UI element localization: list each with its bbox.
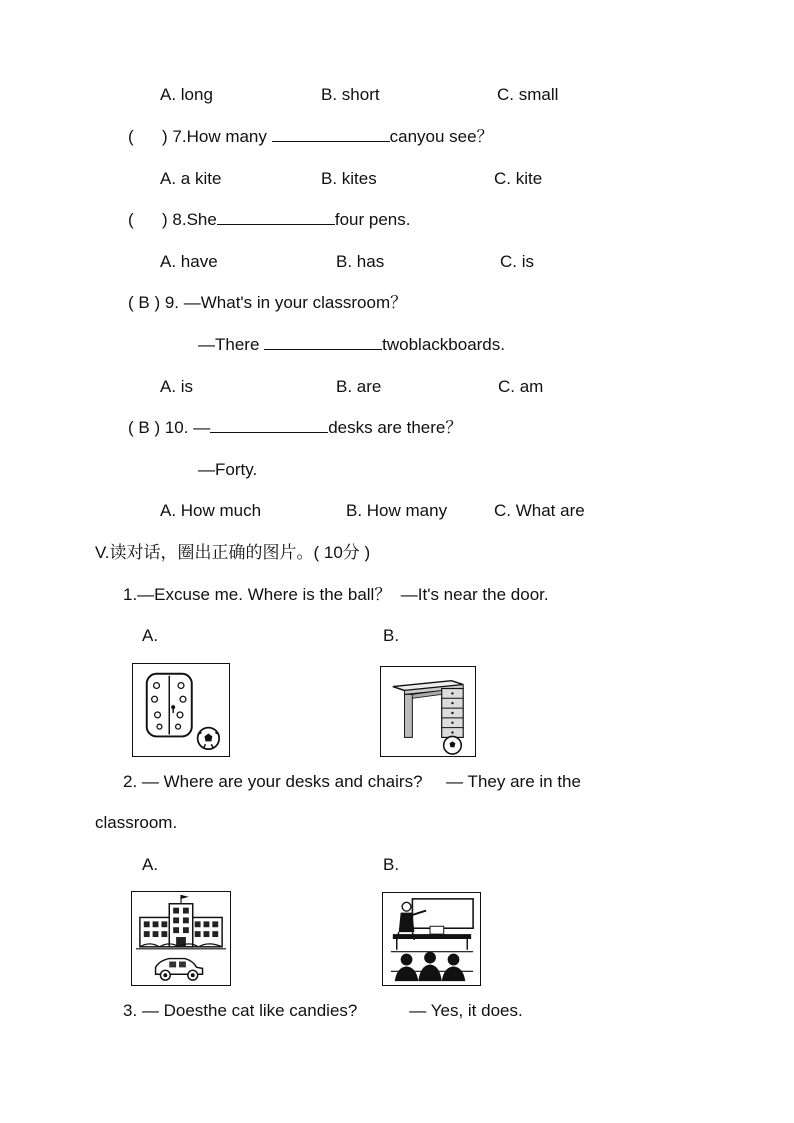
q7-option-b: B. kites bbox=[321, 169, 377, 188]
dialogue-3-text: 3. — Doesthe cat like candies? — Yes, it does. bbox=[123, 1001, 523, 1020]
dialogue-2-text: 2. — Where are your desks and chairs? — They are in the bbox=[123, 772, 581, 791]
q8-option-c: C. is bbox=[500, 252, 534, 271]
q9-option-c: C. am bbox=[498, 377, 544, 396]
q7-answer-paren: ( ) bbox=[128, 127, 168, 146]
dialogue-2-text-cont: classroom. bbox=[95, 813, 178, 832]
q10-answer-paren: ( B ) bbox=[128, 418, 161, 437]
q6-option-a: A. long bbox=[160, 85, 213, 104]
q9-answer-paren: ( B ) bbox=[128, 293, 161, 312]
door-ball-icon bbox=[133, 664, 229, 756]
q8-answer-paren: ( ) bbox=[128, 210, 168, 229]
classroom-picture[interactable] bbox=[382, 892, 481, 986]
section-v-title: V.读对话，圈出正确的图片。( 10分 ) bbox=[95, 543, 371, 562]
q10-option-a: A. How much bbox=[160, 501, 262, 520]
school-car-icon bbox=[132, 892, 230, 985]
q10-reply: —Forty. bbox=[198, 460, 258, 479]
dialogue-2-label-b: B. bbox=[383, 855, 400, 874]
dialogue-1-text: 1.—Excuse me. Where is the ball？ —It's near the door. bbox=[123, 585, 549, 604]
q9-option-b: B. are bbox=[336, 377, 382, 396]
q6-option-c: C. small bbox=[497, 85, 559, 104]
q10-option-b: B. How many bbox=[346, 501, 448, 520]
q7-option-c: C. kite bbox=[494, 169, 543, 188]
classroom-icon bbox=[383, 893, 480, 985]
q9-question: ( B ) 9. —What's in your classroom？ bbox=[128, 293, 408, 312]
q9-option-a: A. is bbox=[160, 377, 194, 396]
q9-reply: —There twoblackboards. bbox=[198, 335, 505, 354]
dialogue-2-label-a: A. bbox=[142, 855, 159, 874]
q7-option-a: A. a kite bbox=[160, 169, 222, 188]
door-with-ball-picture[interactable] bbox=[132, 663, 230, 757]
dialogue-1-label-b: B. bbox=[383, 626, 400, 645]
q10-option-c: C. What are bbox=[494, 501, 585, 520]
school-building-picture[interactable] bbox=[131, 891, 231, 986]
q8-blank bbox=[217, 210, 335, 225]
dialogue-1-label-a: A. bbox=[142, 626, 159, 645]
q9-blank bbox=[264, 335, 382, 350]
q8-option-a: A. have bbox=[160, 252, 218, 271]
desk-with-ball-picture[interactable] bbox=[380, 666, 476, 757]
q7-blank bbox=[272, 127, 390, 142]
q7-question: ( ) 7.How many canyou see？ bbox=[128, 127, 494, 146]
q6-option-b: B. short bbox=[321, 85, 380, 104]
q10-question: ( B ) 10. — desks are there？ bbox=[128, 418, 463, 437]
q10-blank bbox=[210, 418, 328, 433]
q8-option-b: B. has bbox=[336, 252, 385, 271]
desk-ball-icon bbox=[381, 667, 475, 756]
q8-question: ( ) 8.She four pens. bbox=[128, 210, 411, 229]
